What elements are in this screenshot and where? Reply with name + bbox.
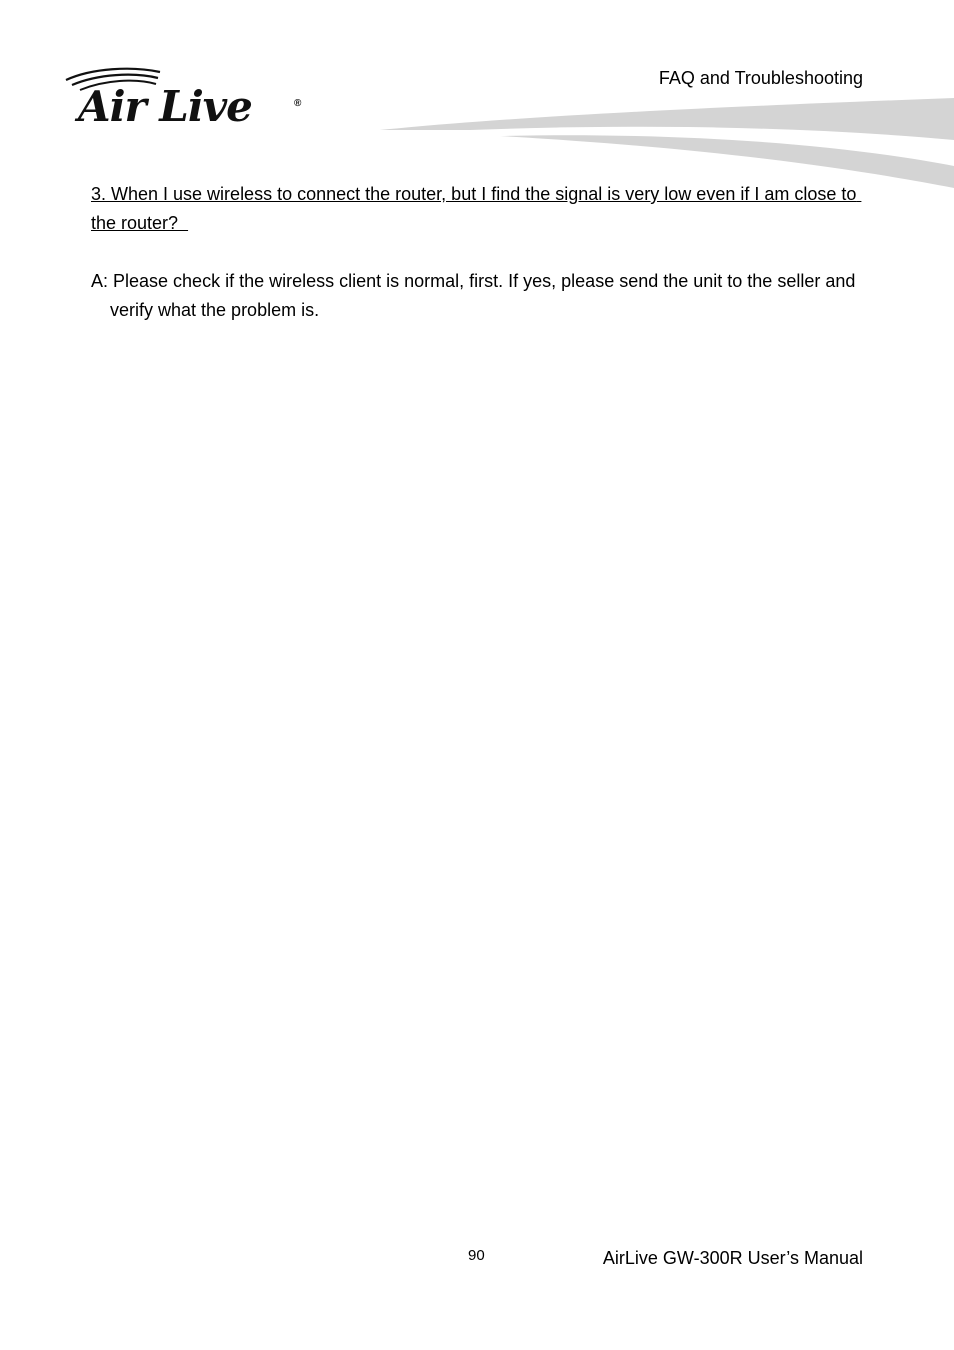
airlive-logo	[62, 64, 312, 138]
manual-title: AirLive GW-300R User’s Manual	[602, 1248, 863, 1268]
page-number: 90	[468, 1247, 485, 1264]
faq-question: 3. When I use wireless to connect the router, but I find the signal is very low even if I am close to the router?	[91, 184, 862, 233]
logo-wordmark: Air Live	[78, 82, 252, 131]
section-title: FAQ and Troubleshooting	[658, 68, 863, 88]
registered-mark: ®	[294, 98, 302, 109]
header-swoosh-decoration	[380, 96, 954, 192]
faq-entry	[91, 180, 861, 325]
faq-answer: A: Please check if the wireless client is normal, first. If yes, please send the unit to the seller and verify what the problem is.	[91, 271, 856, 320]
